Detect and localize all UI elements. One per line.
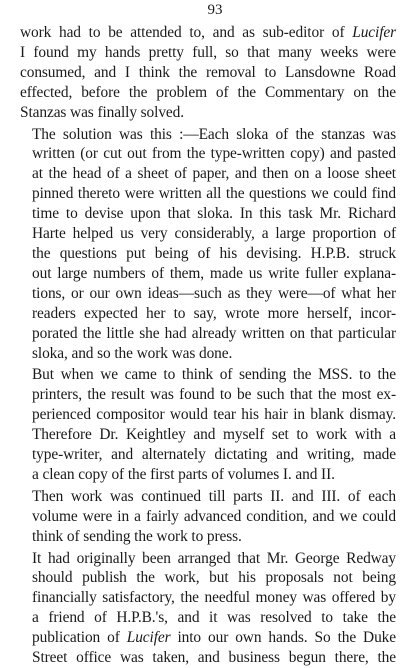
text-line: Then work was continued till parts II. and III. of each bbox=[32, 487, 396, 505]
text-line: But when we came to think of sending the MSS. to the bbox=[32, 366, 396, 384]
text-line: Therefore Dr. Keightley and myself set to work with a bbox=[32, 426, 396, 444]
text-line: printers, the result was found to be such that the most ex- bbox=[32, 386, 396, 404]
periodical-title: Lucifer bbox=[352, 24, 396, 41]
text-line: perienced compositor would tear his hair in blank dismay. bbox=[32, 406, 396, 424]
text-line: Stanzas was finally solved. bbox=[20, 103, 184, 121]
text-body bbox=[20, 23, 396, 668]
text-line: consumed, and I think the removal to Lansdowne Road bbox=[20, 63, 396, 81]
text-line: readers expected her to say, wrote more herself, incor- bbox=[32, 304, 396, 322]
paragraph bbox=[20, 23, 396, 123]
text-line: volume were in a fairly advanced condition, and we could bbox=[32, 507, 396, 525]
paragraph bbox=[20, 549, 396, 668]
paragraph bbox=[20, 125, 396, 364]
text-line: publication of Lucifer into our own hands. So the Duke bbox=[32, 629, 396, 647]
text-line: Harte helped us very considerably, a large proportion of bbox=[32, 225, 396, 243]
text-line: a friend of H.P.B.'s, and it was resolved to take the bbox=[32, 609, 396, 627]
text-line: effected, before the problem of the Commentary on the bbox=[20, 83, 396, 101]
text-line: a clean copy of the first parts of volumes I. and II. bbox=[32, 465, 335, 483]
text-line: sloka, and so the work was done. bbox=[32, 344, 233, 362]
text-line: I found my hands pretty full, so that many weeks were bbox=[20, 43, 396, 61]
page-number: 93 bbox=[207, 2, 223, 18]
text-line: It had originally been arranged that Mr. George Redway bbox=[32, 549, 396, 567]
text-line: The solution was this :—Each sloka of the stanzas was bbox=[32, 125, 396, 143]
text-line: financially satisfactory, the needful money was offered by bbox=[32, 589, 396, 607]
paragraph bbox=[20, 365, 396, 484]
text-line: pinned thereto were written all the questions we could find bbox=[32, 185, 396, 203]
text-line: tions, or our own ideas—such as they were—of what her bbox=[32, 284, 396, 302]
text-line: at the head of a sheet of paper, and then on a loose sheet bbox=[32, 165, 396, 183]
text-line: out large numbers of them, made us write fuller explana- bbox=[32, 264, 396, 282]
text-line: think of sending the work to press. bbox=[32, 527, 242, 545]
text-line: work had to be attended to, and as sub-editor of Lucifer bbox=[20, 24, 396, 41]
text-line: should publish the work, but his proposals not being bbox=[32, 569, 396, 587]
text-line: porated the little she had already written on that particular bbox=[32, 324, 396, 342]
text-line: Street office was taken, and business begun there, the bbox=[32, 649, 396, 667]
text-line: time to devise upon that sloka. In this task Mr. Richard bbox=[32, 205, 396, 223]
text-line: the questions put being of his devising. H.P.B. struck bbox=[32, 244, 396, 262]
text-line: type-writer, and alternately dictating and writing, made bbox=[32, 446, 396, 464]
text-line: written (or cut out from the type-written copy) and pasted bbox=[32, 145, 396, 163]
periodical-title: Lucifer bbox=[126, 629, 171, 647]
paragraph bbox=[20, 487, 396, 547]
